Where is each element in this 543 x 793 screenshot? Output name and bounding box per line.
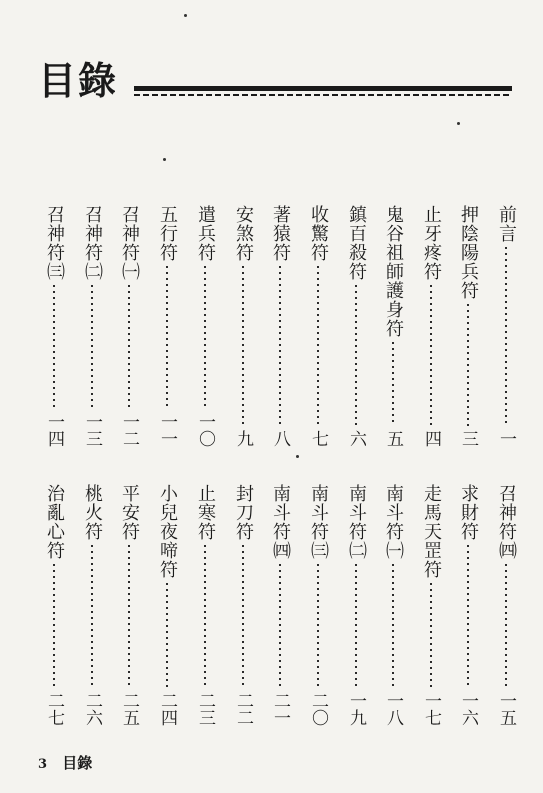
toc-entry[interactable] bbox=[494, 484, 518, 726]
footer-label: 目錄 bbox=[62, 754, 93, 772]
toc-entry-page: 一一 bbox=[157, 413, 177, 447]
dot-leader bbox=[91, 285, 93, 409]
toc-entry[interactable] bbox=[344, 205, 368, 447]
toc-entry-title: 走馬天罡符 bbox=[421, 484, 442, 579]
toc-entry-page: 二一 bbox=[270, 692, 290, 726]
toc-entry-page: 一五 bbox=[496, 692, 516, 726]
toc-entry-title: 南斗符㈡ bbox=[346, 484, 367, 560]
toc-entry-page: 二三 bbox=[195, 692, 215, 726]
toc-entry[interactable] bbox=[344, 484, 368, 726]
toc-entry-page: 二七 bbox=[44, 692, 64, 726]
toc-entry[interactable] bbox=[268, 484, 292, 726]
toc-entry-page: 一八 bbox=[383, 692, 403, 726]
toc-entry-page: 五 bbox=[383, 430, 403, 447]
dot-leader bbox=[128, 285, 130, 409]
toc-entry[interactable] bbox=[193, 484, 217, 726]
toc-entry-title: 南斗符㈠ bbox=[383, 484, 404, 560]
toc-entry[interactable] bbox=[155, 205, 179, 447]
toc-entry-title: 鎮百殺符 bbox=[346, 205, 367, 281]
toc-entry[interactable] bbox=[193, 205, 217, 447]
toc-entry-title: 治亂心符 bbox=[44, 484, 65, 560]
toc-entry-page: 九 bbox=[233, 430, 253, 447]
dot-leader bbox=[91, 545, 93, 688]
toc-entry-title: 鬼谷祖師護身符 bbox=[383, 205, 404, 338]
dot-leader bbox=[430, 583, 432, 688]
dot-leader bbox=[505, 247, 507, 426]
toc-entry-page: 一九 bbox=[346, 692, 366, 726]
toc-entry[interactable] bbox=[456, 205, 480, 447]
toc-entry[interactable] bbox=[231, 205, 255, 447]
toc-entry[interactable] bbox=[494, 205, 518, 447]
toc-entry-title: 召神符㈢ bbox=[44, 205, 65, 281]
toc-entry-title: 前言 bbox=[496, 205, 517, 243]
toc-entry-title: 安煞符 bbox=[233, 205, 254, 262]
page-title: 目錄 bbox=[38, 58, 119, 103]
toc-entry-page: 二四 bbox=[157, 692, 177, 726]
dot-leader bbox=[279, 266, 281, 426]
toc-entry-page: 一 bbox=[496, 430, 516, 447]
toc-entry-title: 南斗符㈢ bbox=[308, 484, 329, 560]
toc-entry-page: 二〇 bbox=[308, 692, 328, 726]
toc-entry-title: 遣兵符 bbox=[195, 205, 216, 262]
toc-entry[interactable] bbox=[117, 205, 141, 447]
toc-entry-page: 一四 bbox=[44, 413, 64, 447]
footer-page-number: 3 bbox=[38, 757, 48, 772]
toc-entry[interactable] bbox=[42, 484, 66, 726]
toc-entry-title: 封刀符 bbox=[233, 484, 254, 541]
print-speck bbox=[184, 14, 187, 17]
print-speck bbox=[296, 455, 299, 458]
dot-leader bbox=[204, 545, 206, 688]
dot-leader bbox=[430, 285, 432, 426]
dot-leader bbox=[355, 564, 357, 688]
toc-entry[interactable] bbox=[381, 205, 405, 447]
dot-leader bbox=[166, 583, 168, 688]
toc-entry-page: 一〇 bbox=[195, 413, 215, 447]
toc-entry-page: 三 bbox=[458, 430, 478, 447]
toc-entry-page: 四 bbox=[421, 430, 441, 447]
dot-leader bbox=[505, 564, 507, 688]
toc-entry-page: 八 bbox=[270, 430, 290, 447]
toc-entry-page: 一六 bbox=[458, 692, 478, 726]
toc-entry-title: 求財符 bbox=[458, 484, 479, 541]
toc-entry[interactable] bbox=[419, 205, 443, 447]
toc-entry-title: 召神符㈠ bbox=[119, 205, 140, 281]
dot-leader bbox=[242, 545, 244, 688]
toc-entry-page: 二五 bbox=[119, 692, 139, 726]
print-speck bbox=[163, 158, 166, 161]
toc-entry-page: 二六 bbox=[82, 692, 102, 726]
toc-entry[interactable] bbox=[80, 484, 104, 726]
dot-leader bbox=[317, 564, 319, 688]
dot-leader bbox=[392, 564, 394, 688]
toc-entry[interactable] bbox=[268, 205, 292, 447]
toc-entry-title: 小兒夜啼符 bbox=[157, 484, 178, 579]
toc-entry-title: 收驚符 bbox=[308, 205, 329, 262]
toc-entry[interactable] bbox=[231, 484, 255, 726]
toc-entry-page: 七 bbox=[308, 430, 328, 447]
toc-entry-page: 六 bbox=[346, 430, 366, 447]
dot-leader bbox=[242, 266, 244, 426]
toc-entry-page: 一二 bbox=[119, 413, 139, 447]
toc-entry-title: 著猿符 bbox=[270, 205, 291, 262]
toc-entry[interactable] bbox=[155, 484, 179, 726]
dot-leader bbox=[128, 545, 130, 688]
toc-entry-title: 南斗符㈣ bbox=[270, 484, 291, 560]
title-rule bbox=[134, 86, 512, 91]
print-speck bbox=[457, 122, 460, 125]
toc-entry-title: 召神符㈡ bbox=[82, 205, 103, 281]
toc-entry-page: 二二 bbox=[233, 692, 253, 726]
dot-leader bbox=[467, 545, 469, 688]
dot-leader bbox=[166, 266, 168, 409]
toc-entry[interactable] bbox=[419, 484, 443, 726]
dot-leader bbox=[317, 266, 319, 426]
dot-leader bbox=[279, 564, 281, 688]
toc-entry-title: 桃火符 bbox=[82, 484, 103, 541]
toc-entry-page: 一三 bbox=[82, 413, 102, 447]
dot-leader bbox=[467, 304, 469, 426]
toc-entry-title: 押陰陽兵符 bbox=[458, 205, 479, 300]
toc-entry[interactable] bbox=[117, 484, 141, 726]
dot-leader bbox=[204, 266, 206, 409]
toc-entry-title: 平安符 bbox=[119, 484, 140, 541]
dot-leader bbox=[53, 285, 55, 409]
page-footer bbox=[38, 752, 92, 773]
toc-entry-title: 止牙疼符 bbox=[421, 205, 442, 281]
dot-leader bbox=[355, 285, 357, 426]
toc-entry[interactable] bbox=[456, 484, 480, 726]
dot-leader bbox=[53, 564, 55, 688]
dot-leader bbox=[392, 342, 394, 426]
toc-entry[interactable] bbox=[306, 484, 330, 726]
toc-entry[interactable] bbox=[381, 484, 405, 726]
toc-entry[interactable] bbox=[306, 205, 330, 447]
toc-entry[interactable] bbox=[80, 205, 104, 447]
toc-entry-title: 止寒符 bbox=[195, 484, 216, 541]
toc-entry-title: 五行符 bbox=[157, 205, 178, 262]
toc-entry[interactable] bbox=[42, 205, 66, 447]
toc-entry-page: 一七 bbox=[421, 692, 441, 726]
toc-entry-title: 召神符㈣ bbox=[496, 484, 517, 560]
